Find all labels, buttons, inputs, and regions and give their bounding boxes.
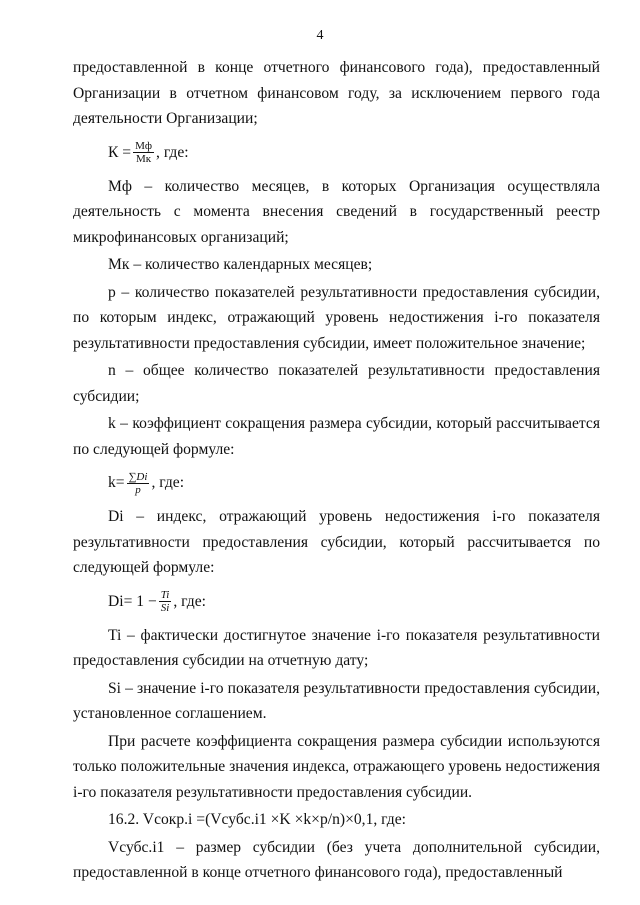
page-number: 4 — [316, 28, 324, 43]
formula-di — [108, 581, 600, 623]
formula-k-tail: , где: — [156, 143, 189, 161]
formula-small-k-fraction — [127, 471, 150, 496]
paragraph-mf: Мф – количество месяцев, в которых Организация осуществляла деятельность с момента внесения сведений в государственный реестр микрофинансовых организаций; — [73, 177, 600, 246]
formula-di-lhs: Di= 1 − — [108, 592, 157, 610]
paragraph-16-2: 16.2. Vсокр.i =(Vсубс.i1 ×K ×k×p/n)×0,1, где: — [108, 811, 406, 828]
paragraph-mk: Мк – количество календарных месяцев; — [108, 256, 373, 273]
formula-di-numerator: Ti — [160, 589, 170, 601]
paragraph-p: р – количество показателей результативности предоставления субсидии, по которым индекс, отражающий уровень недостижения i-го показателя результативности предоставления субсидии, имеет положительное значение; — [73, 283, 600, 352]
paragraph-vsubs: Vсубс.i1 – размер субсидии (без учета дополнительной субсидии, предоставленной в конце отчетного финансового года), предоставленный — [73, 838, 600, 881]
paragraph-continuation: предоставленной в конце отчетного финансового года), предоставленный Организации в отчетном финансовом году, за исключением первого года деятельности Организации; — [73, 59, 600, 127]
formula-k-fraction — [133, 140, 154, 165]
formula-small-k-denominator: p — [135, 483, 141, 496]
paragraph-di: Di – индекс, отражающий уровень недостижения i-го показателя результативности предоставления субсидии, который рассчитывается по следующей формуле: — [73, 508, 600, 576]
formula-k — [108, 132, 600, 174]
document-body — [73, 55, 600, 886]
paragraph-si: Si – значение i-го показателя результативности предоставления субсидии, установленное соглашением. — [73, 679, 600, 722]
formula-di-fraction — [159, 589, 172, 614]
formula-di-tail: , где: — [173, 592, 206, 610]
formula-di-denominator: Si — [160, 602, 170, 614]
formula-small-k-lhs: k= — [108, 474, 125, 492]
paragraph-note: При расчете коэффициента сокращения размера субсидии используются только положительные значения индекса, отражающего уровень недостижения i-го показателя результативности предоставления субсидии. — [73, 732, 600, 801]
paragraph-k: k – коэффициент сокращения размера субсидии, который рассчитывается по следующей формуле: — [73, 415, 600, 458]
paragraph-ti: Ti – фактически достигнутое значение i-го показателя результативности предоставления субсидии на отчетную дату; — [73, 626, 600, 669]
formula-small-k-tail: , где: — [151, 474, 185, 492]
formula-k-lhs: К = — [108, 143, 132, 161]
formula-small-k — [108, 462, 600, 504]
paragraph-n: n – общее количество показателей результативности предоставления субсидии; — [73, 362, 600, 405]
formula-k-numerator: Мф — [135, 140, 153, 152]
formula-small-k-numerator: ∑Di — [128, 470, 148, 483]
formula-k-denominator: Мк — [135, 153, 152, 165]
